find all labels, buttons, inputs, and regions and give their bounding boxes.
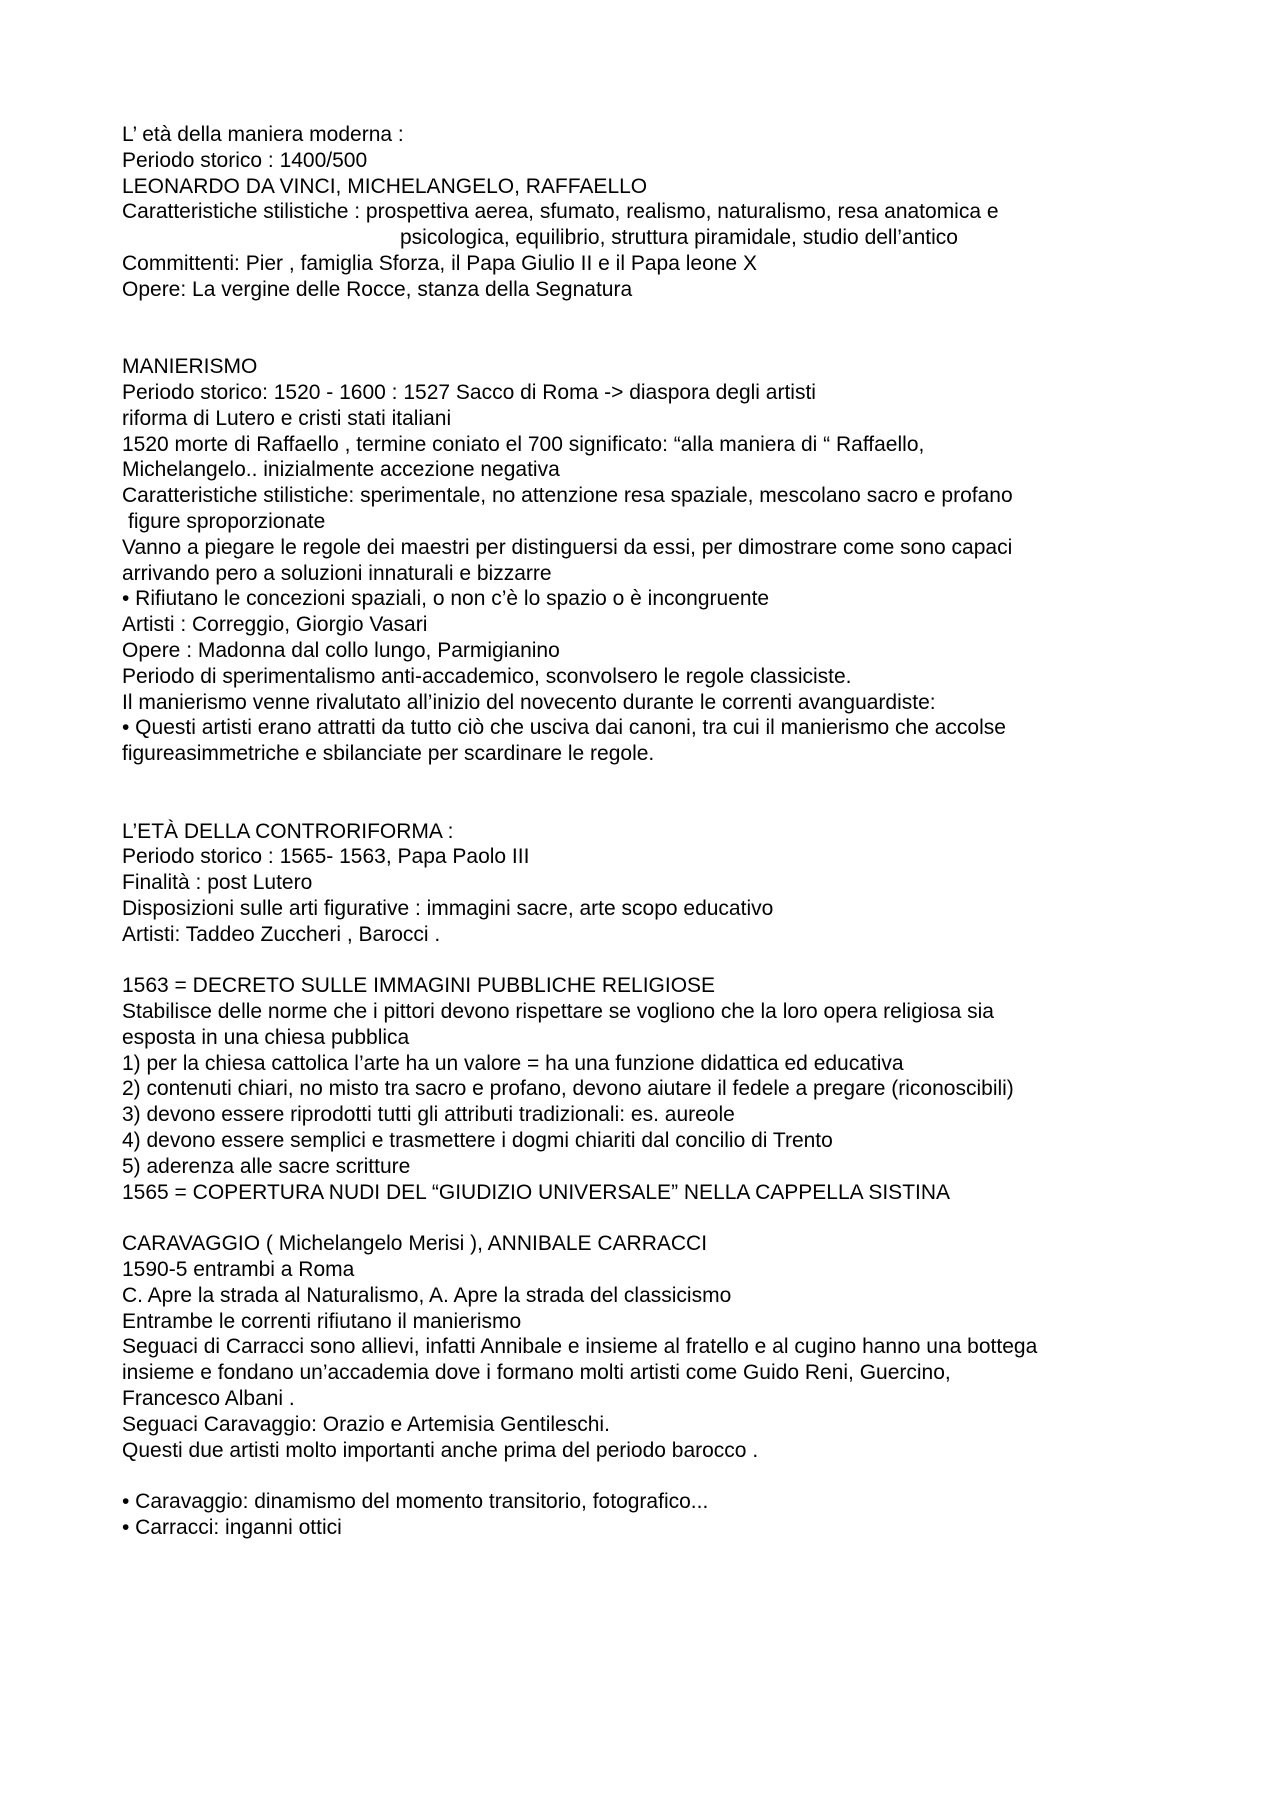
text-line: Artisti : Correggio, Giorgio Vasari: [122, 613, 428, 637]
text-line: Periodo storico: 1520 - 1600 : 1527 Sacco di Roma -> diaspora degli artisti: [122, 380, 816, 404]
list-item: 3) devono essere riprodotti tutti gli attributi tradizionali: es. aureole: [122, 1103, 735, 1127]
spacer: [122, 1463, 1222, 1489]
text-line: Finalità : post Lutero: [122, 871, 313, 895]
section-controriforma: [122, 819, 1222, 948]
section-manierismo: [122, 354, 1222, 767]
text-line: Stabilisce delle norme che i pittori devono rispettare se vogliono che la loro opera religiosa sia: [122, 1000, 994, 1024]
text-line: Vanno a piegare le regole dei maestri per distinguersi da essi, per dimostrare come sono capaci: [122, 535, 1013, 559]
text-line: Francesco Albani .: [122, 1387, 295, 1411]
section-title: MANIERISMO: [122, 355, 258, 379]
text-line: 1565 = COPERTURA NUDI DEL “GIUDIZIO UNIVERSALE” NELLA CAPPELLA SISTINA: [122, 1180, 951, 1204]
text-line: LEONARDO DA VINCI, MICHELANGELO, RAFFAELLO: [122, 174, 648, 198]
section-title: L’ età della maniera moderna :: [122, 123, 404, 146]
document-body: [122, 122, 1222, 1541]
text-line: Seguaci di Carracci sono allievi, infatti Annibale e insieme al fratello e al cugino hanno una bottega: [122, 1335, 1038, 1359]
section-title: CARAVAGGIO ( Michelangelo Merisi ), ANNIBALE CARRACCI: [122, 1232, 708, 1256]
text-line: arrivando pero a soluzioni innaturali e bizzarre: [122, 561, 552, 585]
text-line: Committenti: Pier , famiglia Sforza, il Papa Giulio II e il Papa leone X: [122, 251, 757, 275]
bullet-line: • Questi artisti erano attratti da tutto ciò che usciva dai canoni, tra cui il manierismo che accolse: [122, 716, 1006, 740]
text-line: riforma di Lutero e cristi stati italiani: [122, 406, 452, 430]
bullet-line: • Caravaggio: dinamismo del momento transitorio, fotografico...: [122, 1490, 709, 1514]
section-title: 1563 = DECRETO SULLE IMMAGINI PUBBLICHE RELIGIOSE: [122, 974, 716, 998]
text-line: Questi due artisti molto importanti anche prima del periodo barocco .: [122, 1438, 759, 1462]
text-line: Opere: La vergine delle Rocce, stanza della Segnatura: [122, 277, 633, 301]
text-line: Periodo storico : 1400/500: [122, 148, 368, 172]
text-line: Michelangelo.. inizialmente accezione negativa: [122, 458, 560, 482]
text-line: Opere : Madonna dal collo lungo, Parmigianino: [122, 638, 560, 662]
text-line: Disposizioni sulle arti figurative : immagini sacre, arte scopo educativo: [122, 896, 774, 920]
text-line: insieme e fondano un’accademia dove i formano molti artisti come Guido Reni, Guercino,: [122, 1361, 951, 1385]
list-item: 5) aderenza alle sacre scritture: [122, 1154, 411, 1178]
text-line: esposta in una chiesa pubblica: [122, 1025, 410, 1049]
section-caravaggio-carracci: [122, 1231, 1222, 1541]
list-item: 1) per la chiesa cattolica l’arte ha un valore = ha una funzione didattica ed educativa: [122, 1051, 904, 1075]
text-line: figureasimmetriche e sbilanciate per scardinare le regole.: [122, 742, 655, 766]
spacer: [122, 767, 1222, 819]
section-maniera-moderna: [122, 122, 1222, 303]
spacer: [122, 303, 1222, 355]
text-line: Caratteristiche stilistiche: sperimentale, no attenzione resa spaziale, mescolano sacro e profano: [122, 484, 1013, 508]
list-item: 2) contenuti chiari, no misto tra sacro e profano, devono aiutare il fedele a pregare (riconoscibili): [122, 1077, 1014, 1101]
list-item: 4) devono essere semplici e trasmettere i dogmi chiariti dal concilio di Trento: [122, 1129, 833, 1153]
text-line: 1520 morte di Raffaello , termine coniato el 700 significato: “alla maniera di “ Raffaello,: [122, 432, 925, 456]
text-line: Periodo storico : 1565- 1563, Papa Paolo III: [122, 845, 530, 869]
section-decreto: [122, 973, 1222, 1205]
text-line: psicologica, equilibrio, struttura piramidale, studio dell’antico: [400, 226, 958, 250]
text-line: Seguaci Caravaggio: Orazio e Artemisia Gentileschi.: [122, 1412, 610, 1436]
text-line: Entrambe le correnti rifiutano il manierismo: [122, 1309, 522, 1333]
spacer: [122, 1205, 1222, 1231]
bullet-line: • Carracci: inganni ottici: [122, 1516, 342, 1540]
section-title: L’ETÀ DELLA CONTRORIFORMA :: [122, 819, 454, 843]
text-line: Artisti: Taddeo Zuccheri , Barocci .: [122, 922, 441, 946]
text-line: Periodo di sperimentalismo anti-accademico, sconvolsero le regole classiciste.: [122, 664, 852, 688]
spacer: [122, 948, 1222, 974]
bullet-line: • Rifiutano le concezioni spaziali, o non c’è lo spazio o è incongruente: [122, 587, 770, 611]
text-line: 1590-5 entrambi a Roma: [122, 1258, 355, 1282]
text-line: Caratteristiche stilistiche : prospettiva aerea, sfumato, realismo, naturalismo, resa anatomica e: [122, 200, 999, 224]
text-line: figure sproporzionate: [128, 509, 326, 533]
text-line: C. Apre la strada al Naturalismo, A. Apre la strada del classicismo: [122, 1283, 732, 1307]
text-line: Il manierismo venne rivalutato all’inizio del novecento durante le correnti avanguardiste:: [122, 690, 936, 714]
